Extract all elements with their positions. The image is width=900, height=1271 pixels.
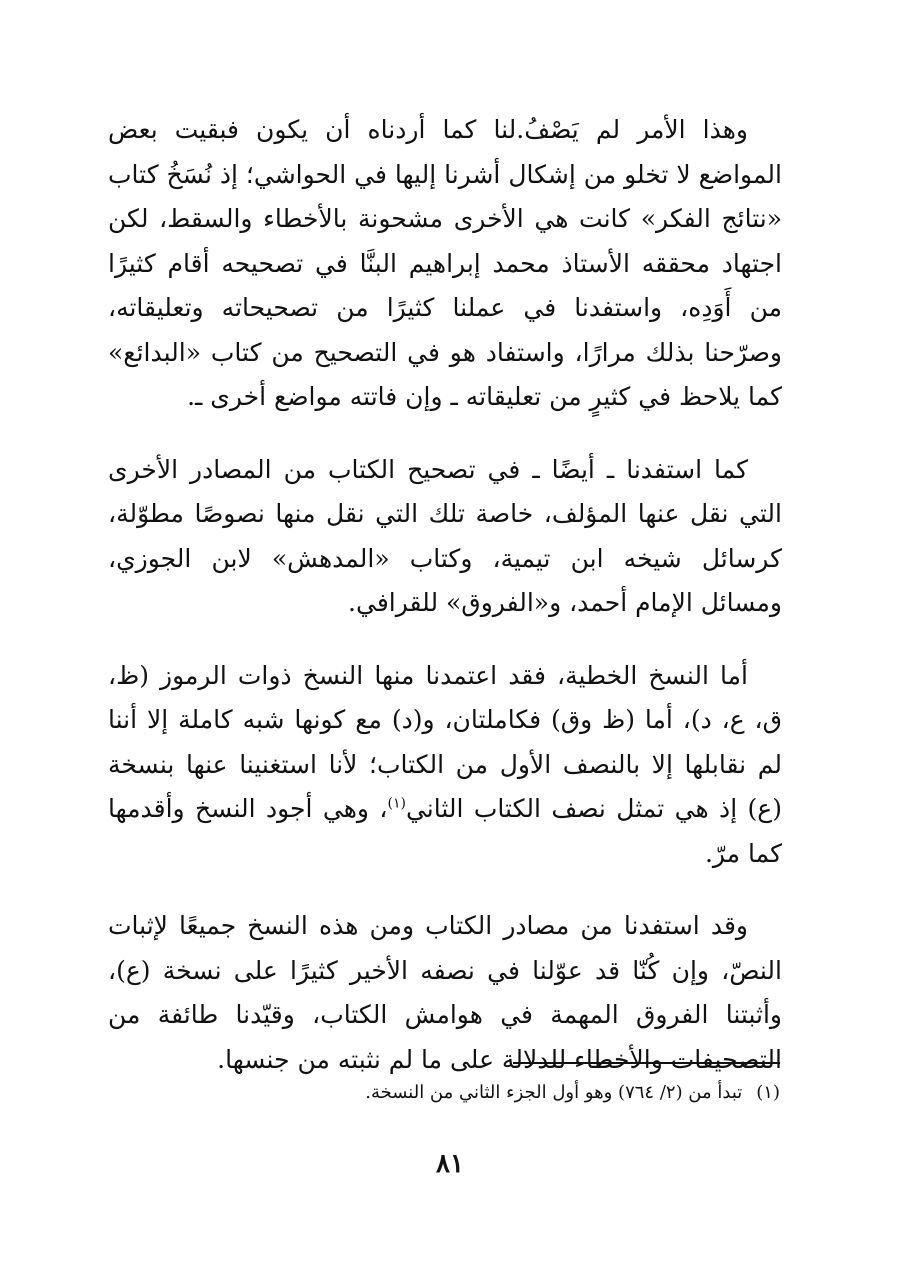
paragraph-manuscripts xyxy=(108,654,782,877)
footnote-number: (١) xyxy=(756,1082,780,1103)
manuscripts-text: أما النسخ الخطية، فقد اعتمدنا منها النسخ ذوات الرموز (ظ، ق، ع، د)، أما (ظ وق) فكاملتان، و(د) مع كونها شبه كاملة إلا أننا لم نقابلها إلا بالنصف الأول من الكتاب؛ لأنا استغنينا عنها بنسخة (ع) إذ هي تمثل نصف الكتاب الثاني xyxy=(108,660,782,823)
paragraph-other-sources: كما استفدنا ـ أيضًا ـ في تصحيح الكتاب من المصادر الأخرى التي نقل عنها المؤلف، خاصة تلك التي نقل منها نصوصًا مطوّلة، كرسائل شيخه ابن تيمية، وكتاب «المدهش» لابن الجوزي، ومسائل الإمام أحمد، و«الفروق» للقرافي. xyxy=(108,454,782,617)
footnote-divider xyxy=(513,1062,780,1064)
footnote xyxy=(180,1078,780,1108)
footnote-marker: (١) xyxy=(387,795,406,812)
manuscripts-text-end: ، وهي أجود النسخ وأقدمها كما مرّ. xyxy=(108,794,782,868)
paragraph-correction-sources: وهذا الأمر لم يَصْفُ.لنا كما أردناه أن يكون فبقيت بعض المواضع لا تخلو من إشكال أشرنا إليها في الحواشي؛ إذ نُسَخُ كتاب «نتائج الفكر» كانت هي الأخرى مشحونة بالأخطاء والسقط، لكن اجتهاد محققه الأستاذ محمد إبراهيم البنَّا في تصحيحه أقام كثيرًا من أَوَدِه، واستفدنا في عملنا كثيرًا من تصحيحاته وتعليقاته، وصرّحنا بذلك مرارًا، واستفاد هو في التصحيح من كتاب «البدائع» كما يلاحظ في كثيرٍ من تعليقاته ـ وإن فاتته مواضع أخرى ـ. xyxy=(108,115,782,411)
page-body xyxy=(108,108,782,1082)
paragraph-text-establishment: وقد استفدنا من مصادر الكتاب ومن هذه النسخ جميعًا لإثبات النصّ، وإن كُنّا قد عوّلنا في نصفه الأخير كثيرًا على نسخة (ع)، وأثبتنا الفروق المهمة في هوامش الكتاب، وقيّدنا طائفة من التصحيفات والأخطاء للدلالة على ما لم نثبته من جنسها. xyxy=(108,911,782,1074)
footnote-text: تبدأ من (٢/ ٧٦٤) وهو أول الجزء الثاني من النسخة. xyxy=(365,1082,743,1103)
page-number: ٨١ xyxy=(436,1149,464,1179)
